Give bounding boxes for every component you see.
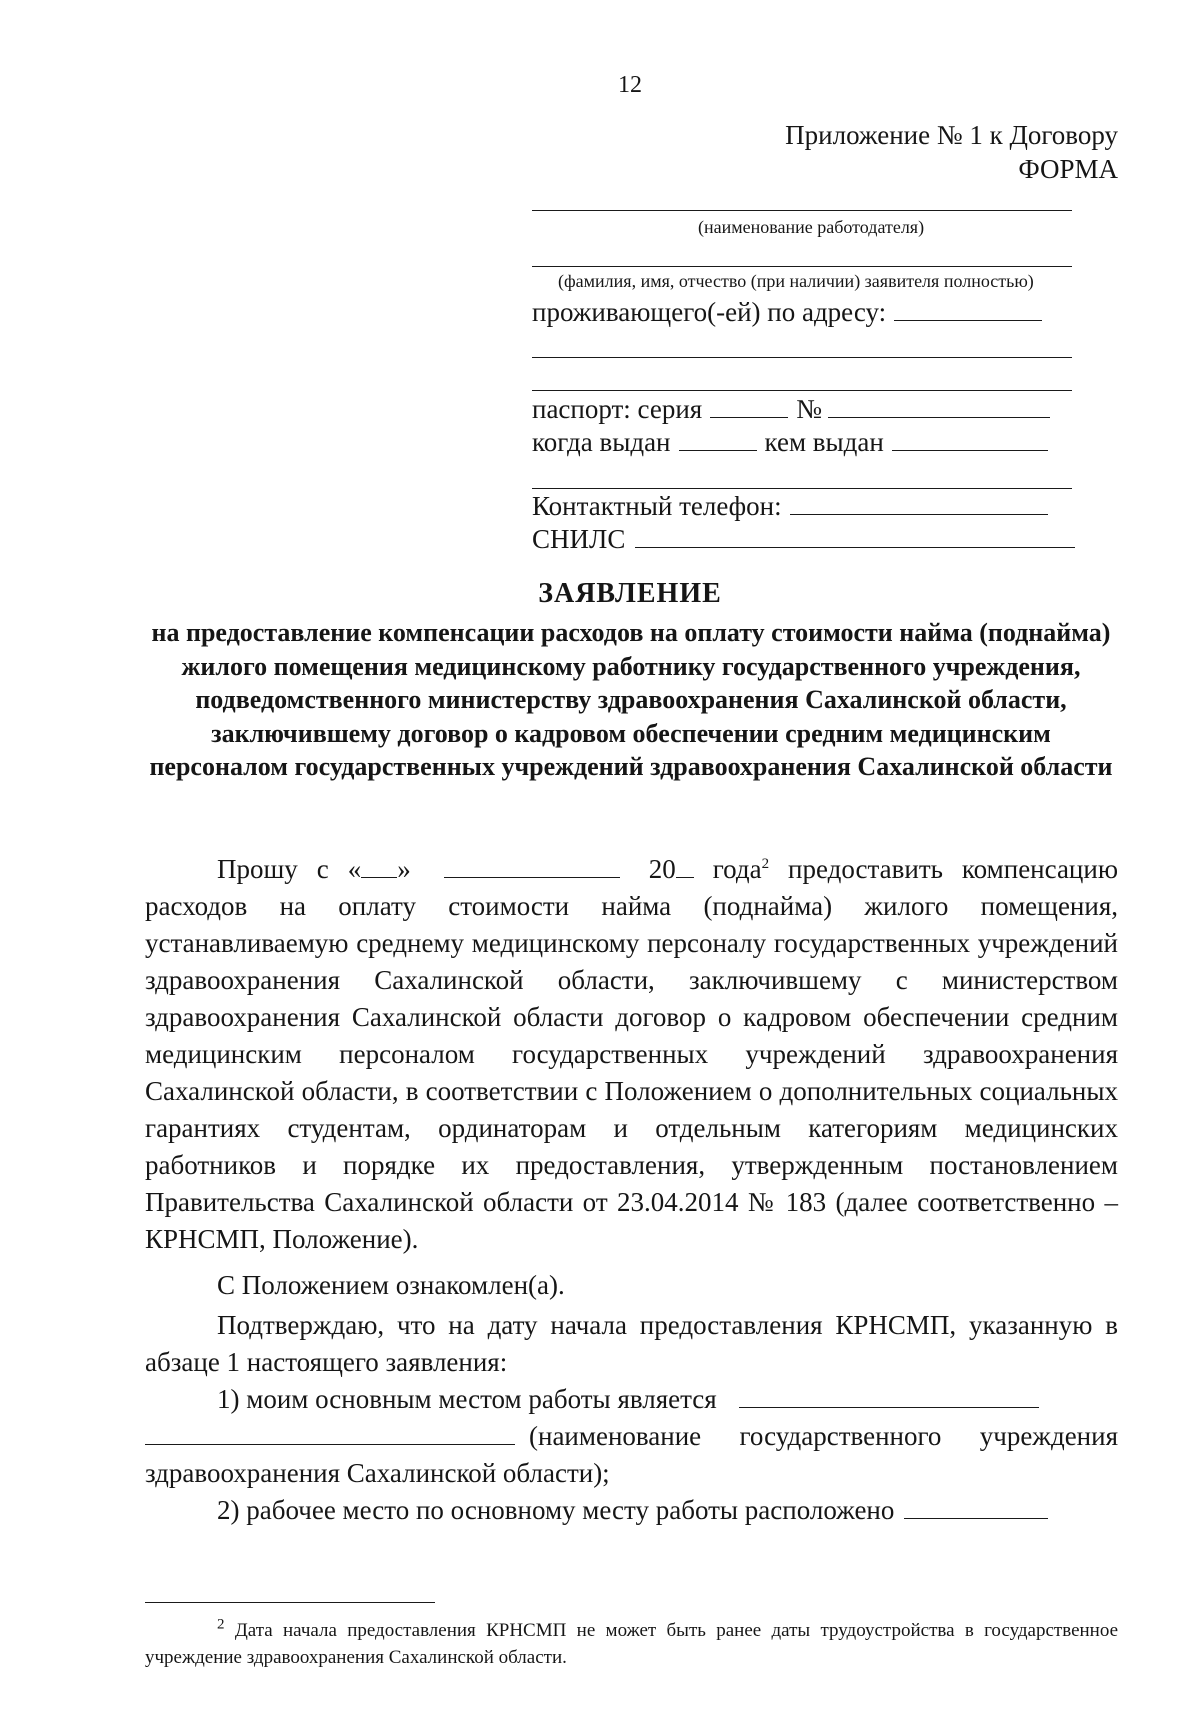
employer-caption: (наименование работодателя): [698, 217, 925, 237]
employer-name-line[interactable]: [532, 210, 1072, 211]
address-line-3[interactable]: [532, 390, 1072, 391]
footnote: [145, 1617, 1118, 1671]
item-1-continuation: [145, 1418, 1118, 1492]
acknowledged-text: С Положением ознакомлен(а).: [217, 1270, 565, 1300]
applicant-caption: (фамилия, имя, отчество (при наличии) заявителя полностью): [558, 271, 1034, 291]
address-blank[interactable]: [894, 296, 1042, 321]
form-label: ФОРМА: [1018, 154, 1118, 184]
applicant-name-line[interactable]: [532, 266, 1072, 267]
appendix-title: Приложение № 1 к Договору: [785, 120, 1118, 150]
day-blank[interactable]: [361, 855, 397, 878]
item-1-caption: (наименование государственного учреждения здравоохранения Сахалинской области);: [145, 1421, 1118, 1488]
footnote-separator: [145, 1602, 435, 1603]
year-word: года: [712, 854, 762, 884]
year-prefix: 20: [648, 854, 676, 884]
acknowledged-paragraph: [145, 1267, 1118, 1304]
request-text: предоставить компенсацию расходов на оплату стоимости найма (поднайма) жилого помещения, устанавливаемую среднему медицинскому персоналу государственных учреждений здравоохранения Сахалинской области, заключившему с министерством здравоохранения Сахалинской области договор о кадровом обеспечении средним медицинским персоналом государственных учреждений здравоохранения Сахалинской области, в соответствии с Положением о дополнительных социальных гарантиях студентам, ординаторам и отдельным категориям медицинских работников и порядке их предоставления, утвержденным постановлением Правительства Сахалинской области от 23.04.2014 № 183 (далее соответственно – КРНСМП, Положение).: [145, 854, 1118, 1254]
passport-series-label: паспорт: серия: [532, 394, 703, 424]
confirm-text: Подтверждаю, что на дату начала предоставления КРНСМП, указанную в абзаце 1 настоящего заявления:: [145, 1310, 1118, 1377]
address-label: проживающего(-ей) по адресу:: [532, 297, 887, 327]
item-1: [145, 1381, 1118, 1418]
document-title: ЗАЯВЛЕНИЕ: [538, 578, 722, 609]
issued-when-label: когда выдан: [532, 427, 671, 457]
phone-blank[interactable]: [790, 490, 1048, 515]
item-2-text: 2) рабочее место по основному месту работы расположено: [217, 1495, 895, 1525]
passport-row: [532, 393, 1050, 425]
month-blank[interactable]: [444, 855, 620, 878]
snils-row: [532, 523, 1075, 555]
footnote-reference[interactable]: 2: [761, 856, 770, 872]
quote-close: »: [397, 854, 411, 884]
address-row: [532, 296, 1042, 328]
workplace-blank-2[interactable]: [145, 1422, 515, 1445]
request-paragraph: [145, 851, 1118, 1258]
footnote-text: Дата начала предоставления КРНСМП не может быть ранее даты трудоустройства в государственное учреждение здравоохранения Сахалинской области.: [145, 1620, 1119, 1668]
passport-number-label: №: [796, 394, 822, 424]
snils-blank[interactable]: [635, 523, 1075, 548]
issued-by-label: кем выдан: [764, 427, 884, 457]
passport-series-blank[interactable]: [710, 393, 788, 418]
passport-number-blank[interactable]: [828, 393, 1050, 418]
issued-by-line-2[interactable]: [532, 488, 1072, 489]
item-2: [145, 1492, 1118, 1529]
issued-when-blank[interactable]: [679, 426, 757, 451]
page-number: 12: [618, 72, 642, 98]
request-prefix: Прошу с «: [217, 854, 362, 884]
item-1-text: 1) моим основным местом работы является: [217, 1384, 717, 1414]
workplace-blank[interactable]: [739, 1385, 1039, 1408]
footnote-marker: 2: [217, 1616, 225, 1633]
year-blank[interactable]: [676, 855, 694, 878]
address-line-2[interactable]: [532, 357, 1072, 358]
snils-label: СНИЛС: [532, 524, 626, 554]
phone-row: [532, 490, 1048, 522]
issued-by-blank[interactable]: [892, 426, 1048, 451]
confirm-paragraph: [145, 1307, 1118, 1381]
issued-row: [532, 426, 1048, 458]
phone-label: Контактный телефон:: [532, 491, 782, 521]
workplace-location-blank[interactable]: [904, 1496, 1048, 1519]
document-subtitle: на предоставление компенсации расходов на оплату стоимости найма (поднайма) жилого помещения медицинскому работнику государственного учреждения, подведомственного министерству здравоохранения Сахалинской области, заключившему договор о кадровом обеспечении средним медицинским персоналом государственных учреждений здравоохранения Сахалинской области: [149, 618, 1113, 781]
appendix-header: [785, 118, 1118, 186]
